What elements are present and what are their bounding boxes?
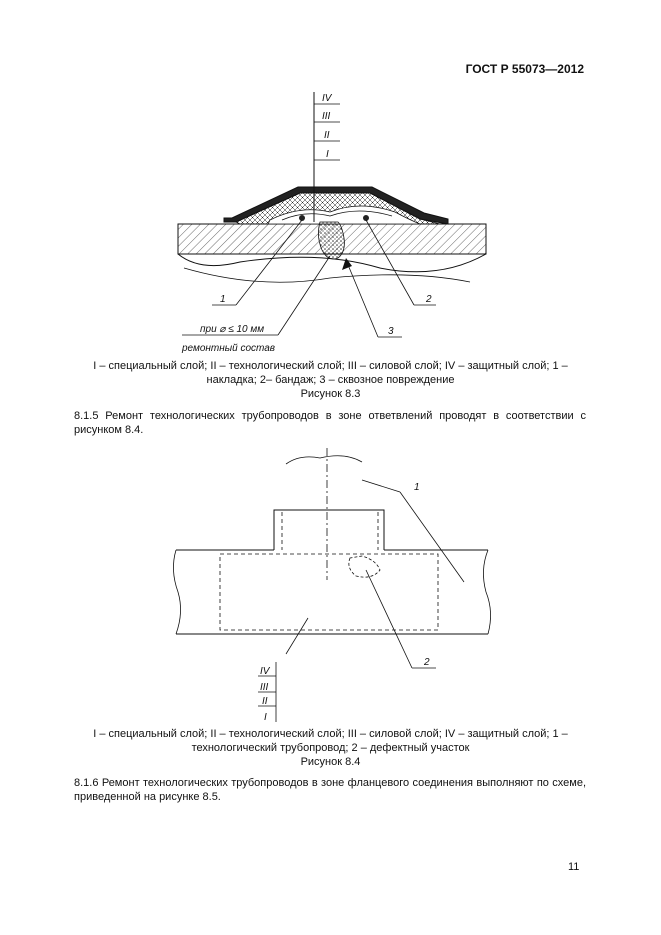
layer-label-iv: IV [260, 666, 270, 677]
paragraph-8-1-6: 8.1.6 Ремонт технологических трубопроводов в зоне фланцевого соединения выполняют по схеме, приведенной на рисунке 8.5. [74, 777, 586, 803]
callout-2: 2 [426, 294, 432, 305]
repair-sleeve [220, 554, 438, 630]
main-pipe [173, 550, 490, 634]
figure-8-3-caption [0, 359, 661, 401]
callout-1: 1 [414, 482, 420, 493]
layer-label-iv: IV [322, 93, 332, 104]
layer-label-i: I [264, 712, 267, 723]
figure-8-3-drawing [0, 0, 661, 360]
layer-label-ii: II [262, 696, 268, 707]
layer-label-iii: III [322, 111, 331, 122]
defect-area [349, 556, 380, 577]
layer-label-i: I [326, 149, 329, 160]
caption-line: I – специальный слой; II – технологический слой; III – силовой слой; IV – защитный слой; 1 – [93, 728, 568, 740]
layer-label-ii: II [324, 130, 330, 141]
callout-2: 2 [424, 657, 430, 668]
paragraph-8-1-5: 8.1.5 Ремонт технологических трубопроводов в зоне ответвлений проводят в соответствии с рисунком 8.4. [74, 410, 586, 436]
callout-3: 3 [388, 326, 394, 337]
figure-title: Рисунок 8.4 [300, 756, 361, 768]
document-header: ГОСТ Р 55073—2012 [465, 62, 584, 76]
layer-label-iii: III [260, 682, 269, 693]
figure-8-4-caption [0, 727, 661, 769]
diameter-note: при ⌀ ≤ 10 мм [200, 324, 265, 335]
figure-title: Рисунок 8.3 [300, 388, 361, 400]
branch-pipe [274, 510, 384, 550]
caption-line: накладка; 2– бандаж; 3 – сквозное повреждение [206, 374, 455, 386]
repair-compound-note: ремонтный состав [182, 343, 276, 354]
figure-8-4-drawing [0, 440, 661, 730]
callout-1: 1 [220, 294, 226, 305]
caption-line: технологический трубопровод; 2 – дефектный участок [191, 742, 470, 754]
page-number: 11 [568, 861, 580, 873]
caption-line: I – специальный слой; II – технологический слой; III – силовой слой; IV – защитный слой; 1 – [93, 360, 568, 372]
